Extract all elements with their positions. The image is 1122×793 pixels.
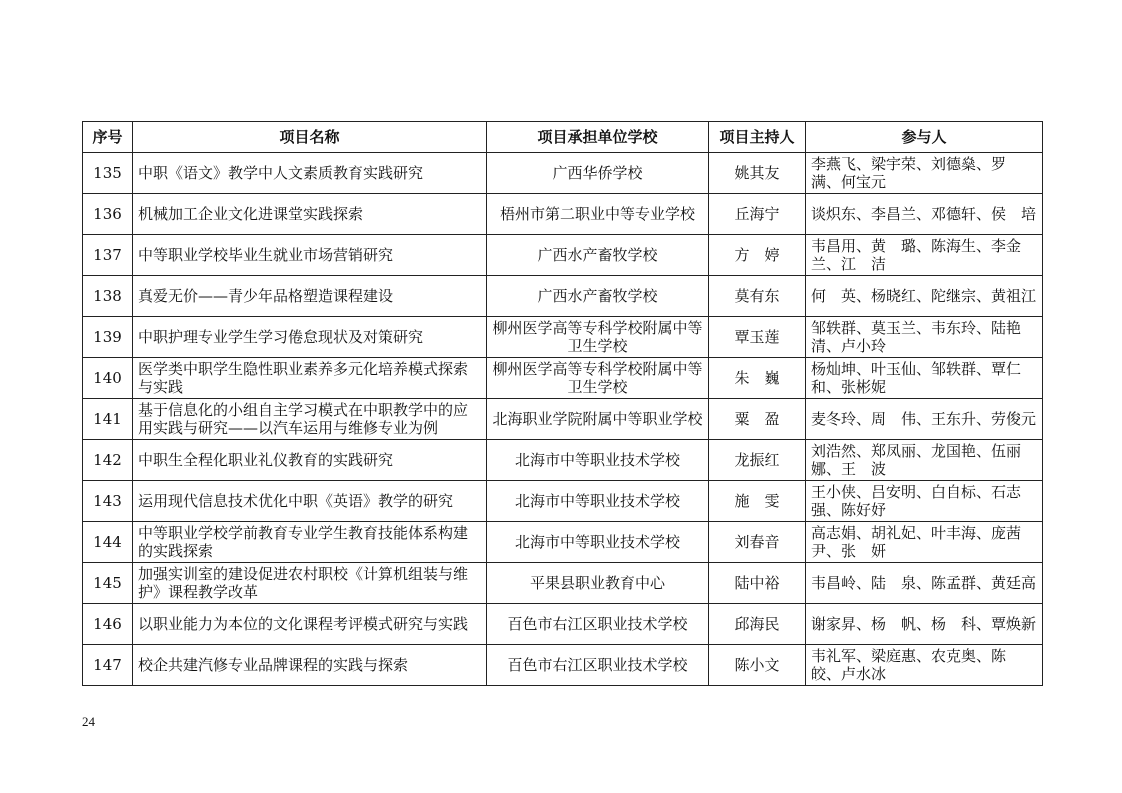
cell-project-name: 中职生全程化职业礼仪教育的实践研究	[133, 440, 487, 481]
cell-project-name: 以职业能力为本位的文化课程考评模式研究与实践	[133, 604, 487, 645]
cell-participants: 韦昌岭、陆 泉、陈孟群、黄廷高	[806, 563, 1043, 604]
cell-school: 北海市中等职业技术学校	[487, 481, 709, 522]
cell-project-name: 运用现代信息技术优化中职《英语》教学的研究	[133, 481, 487, 522]
cell-school: 广西水产畜牧学校	[487, 235, 709, 276]
cell-school: 平果县职业教育中心	[487, 563, 709, 604]
cell-host: 姚其友	[709, 153, 806, 194]
cell-project-name: 校企共建汽修专业品牌课程的实践与探索	[133, 645, 487, 686]
table-row	[83, 276, 1043, 317]
cell-participants: 何 英、杨晓红、陀继宗、黄祖江	[806, 276, 1043, 317]
cell-school: 柳州医学高等专科学校附属中等卫生学校	[487, 358, 709, 399]
cell-school: 梧州市第二职业中等专业学校	[487, 194, 709, 235]
cell-host: 方 婷	[709, 235, 806, 276]
cell-host: 莫有东	[709, 276, 806, 317]
cell-participants: 刘浩然、郑凤丽、龙国艳、伍丽娜、王 波	[806, 440, 1043, 481]
cell-participants: 谢家昇、杨 帆、杨 科、覃焕新	[806, 604, 1043, 645]
project-table	[82, 121, 1043, 686]
cell-host: 覃玉莲	[709, 317, 806, 358]
cell-serial: 142	[83, 440, 133, 481]
cell-school: 北海市中等职业技术学校	[487, 522, 709, 563]
cell-school: 北海市中等职业技术学校	[487, 440, 709, 481]
cell-school: 广西华侨学校	[487, 153, 709, 194]
table-row	[83, 522, 1043, 563]
cell-host: 龙振红	[709, 440, 806, 481]
cell-participants: 谈炽东、李昌兰、邓德轩、侯 培	[806, 194, 1043, 235]
table-header-row	[83, 122, 1043, 153]
cell-participants: 李燕飞、梁宇荣、刘德燊、罗 满、何宝元	[806, 153, 1043, 194]
cell-project-name: 中职《语文》教学中人文素质教育实践研究	[133, 153, 487, 194]
cell-school: 广西水产畜牧学校	[487, 276, 709, 317]
cell-serial: 141	[83, 399, 133, 440]
cell-project-name: 中等职业学校毕业生就业市场营销研究	[133, 235, 487, 276]
table-row	[83, 153, 1043, 194]
cell-host: 陆中裕	[709, 563, 806, 604]
table-row	[83, 317, 1043, 358]
table-row	[83, 604, 1043, 645]
table-row	[83, 481, 1043, 522]
table-row	[83, 440, 1043, 481]
cell-host: 粟 盈	[709, 399, 806, 440]
cell-serial: 137	[83, 235, 133, 276]
cell-host: 施 雯	[709, 481, 806, 522]
cell-serial: 138	[83, 276, 133, 317]
cell-host: 朱 巍	[709, 358, 806, 399]
cell-participants: 韦礼军、梁庭惠、农克奥、陈 皎、卢水冰	[806, 645, 1043, 686]
cell-project-name: 中职护理专业学生学习倦怠现状及对策研究	[133, 317, 487, 358]
header-project-name: 项目名称	[133, 122, 487, 153]
cell-project-name: 机械加工企业文化进课堂实践探索	[133, 194, 487, 235]
cell-participants: 高志娟、胡礼妃、叶丰海、庞茜尹、张 妍	[806, 522, 1043, 563]
page-number: 24	[82, 714, 95, 729]
table-row	[83, 358, 1043, 399]
cell-project-name: 医学类中职学生隐性职业素养多元化培养模式探索与实践	[133, 358, 487, 399]
cell-serial: 146	[83, 604, 133, 645]
table-row	[83, 563, 1043, 604]
cell-school: 柳州医学高等专科学校附属中等卫生学校	[487, 317, 709, 358]
cell-serial: 136	[83, 194, 133, 235]
cell-project-name: 加强实训室的建设促进农村职校《计算机组装与维护》课程教学改革	[133, 563, 487, 604]
header-host: 项目主持人	[709, 122, 806, 153]
cell-school: 百色市右江区职业技术学校	[487, 645, 709, 686]
cell-host: 邱海民	[709, 604, 806, 645]
cell-serial: 145	[83, 563, 133, 604]
cell-participants: 王小侠、吕安明、白自标、石志强、陈好妤	[806, 481, 1043, 522]
header-serial: 序号	[83, 122, 133, 153]
cell-project-name: 基于信息化的小组自主学习模式在中职教学中的应用实践与研究——以汽车运用与维修专业为例	[133, 399, 487, 440]
cell-school: 百色市右江区职业技术学校	[487, 604, 709, 645]
table-row	[83, 235, 1043, 276]
cell-participants: 杨灿坤、叶玉仙、邹轶群、覃仁和、张彬妮	[806, 358, 1043, 399]
cell-host: 丘海宁	[709, 194, 806, 235]
table-row	[83, 645, 1043, 686]
cell-participants: 韦昌用、黄 璐、陈海生、李金兰、江 洁	[806, 235, 1043, 276]
header-participants: 参与人	[806, 122, 1043, 153]
cell-serial: 144	[83, 522, 133, 563]
cell-project-name: 中等职业学校学前教育专业学生教育技能体系构建的实践探索	[133, 522, 487, 563]
cell-serial: 135	[83, 153, 133, 194]
table-row	[83, 194, 1043, 235]
cell-school: 北海职业学院附属中等职业学校	[487, 399, 709, 440]
cell-host: 陈小文	[709, 645, 806, 686]
header-school: 项目承担单位学校	[487, 122, 709, 153]
cell-host: 刘春音	[709, 522, 806, 563]
cell-serial: 139	[83, 317, 133, 358]
cell-serial: 140	[83, 358, 133, 399]
table-row	[83, 399, 1043, 440]
cell-participants: 邹轶群、莫玉兰、韦东玲、陆艳清、卢小玲	[806, 317, 1043, 358]
cell-project-name: 真爱无价——青少年品格塑造课程建设	[133, 276, 487, 317]
cell-serial: 147	[83, 645, 133, 686]
cell-participants: 麦冬玲、周 伟、王东升、劳俊元	[806, 399, 1043, 440]
cell-serial: 143	[83, 481, 133, 522]
